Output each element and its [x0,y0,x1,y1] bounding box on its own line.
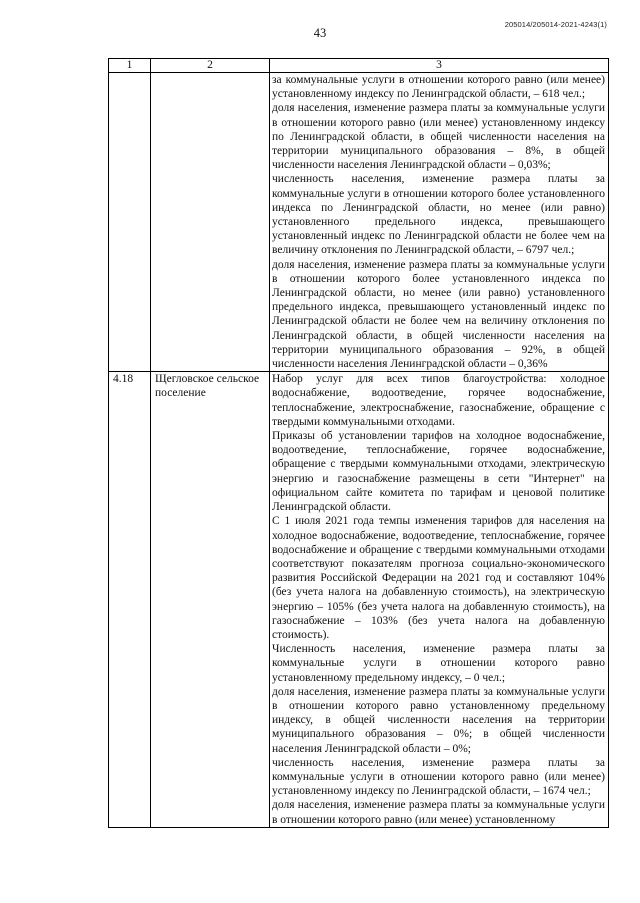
row-name-cell [151,73,270,372]
paragraph: доля населения, изменение размера платы за коммунальные услуги в отношении которого равно (или менее) установленному [272,799,605,826]
paragraph: Численность населения, изменение размера платы за коммунальные услуги в отношении которого равно установленному предельному индексу, – 0 чел.; [272,643,605,684]
row-text-cell [270,372,609,828]
header-cell-3: 3 [270,59,609,73]
paragraph: доля населения, изменение размера платы за коммунальные услуги в отношении которого более установленного индекса по Ленинградской области, но менее (или равно) установленного предельного индекса, превышающего установленный индекс по Ленинградской области не более чем на величину отклонения по Ленинградской области, в общей численности населения на территории муниципального образования – 92%, в общей численности населения Ленинградской области – 0,36% [272,258,605,371]
table-row-continuation [109,73,609,372]
document-table [108,58,609,828]
paragraph: численность населения, изменение размера платы за коммунальные услуги в отношении которого равно (или менее) установленному индексу по Ленинградской области, – 1674 чел.; [272,756,605,798]
paragraph: численность населения, изменение размера платы за коммунальные услуги в отношении которого более установленного индекса по Ленинградской области, но менее (или равно) установленного предельного индекса, превышающего установленный индекс по Ленинградской области не более чем на величину отклонения по Ленинградской области, – 6797 чел.; [272,173,605,257]
page-number: 43 [313,26,327,40]
header-cell-1: 1 [109,59,151,73]
paragraph: доля населения, изменение размера платы за коммунальные услуги в отношении которого равно (или менее) установленному индексу по Ленинградской области, в общей численности населения на территории муниципального образования – 8%, в общей численности населения Ленинградской области – 0,03%; [272,102,605,172]
paragraph: С 1 июля 2021 года темпы изменения тарифов для населения на холодное водоснабжение, водоотведение, теплоснабжение, горячее водоснабжение и обращение с твердыми коммунальными отходами соответствуют показателям прогноза социально-экономического развития Российской Федерации на 2021 год и составляют 104% (без учета налога на добавленную стоимость), на электрическую энергию – 105% (без учета налога на добавленную стоимость), на газоснабжение – 103% (без учета налога на добавленную стоимость). [272,515,605,641]
row-number-cell [109,73,151,372]
paragraph: Приказы об установлении тарифов на холодное водоснабжение, водоотведение, теплоснабжение, горячее водоснабжение, обращение с твердыми коммунальными отходами, электрическую энергию и газоснабжение размещены в сети "Интернет" на официальном сайте комитета по тарифам и ценовой политике Ленинградской области. [272,430,605,514]
paragraph: доля населения, изменение размера платы за коммунальные услуги в отношении которого равно установленному предельному индексу, в общей численности населения на территории муниципального образования – 0%; в общей численности населения Ленинградской области – 0%; [272,685,605,755]
paragraph: Набор услуг для всех типов благоустройства: холодное водоснабжение, водоотведение, горячее водоснабжение, теплоснабжение, электроснабжение, газоснабжение, обращение с твердыми коммунальными отходами. [272,373,605,428]
header-cell-2: 2 [151,59,270,73]
table-header-row [109,59,609,73]
row-number-cell: 4.18 [109,372,151,828]
table-row-entry [109,372,609,828]
row-text-cell [270,73,609,372]
document-id: 205014/205014-2021-4243(1) [504,20,607,29]
paragraph: за коммунальные услуги в отношении которого равно (или менее) установленному индексу по Ленинградской области, – 618 чел.; [272,74,605,101]
row-name-cell: Щегловское сельское поселение [151,372,270,828]
